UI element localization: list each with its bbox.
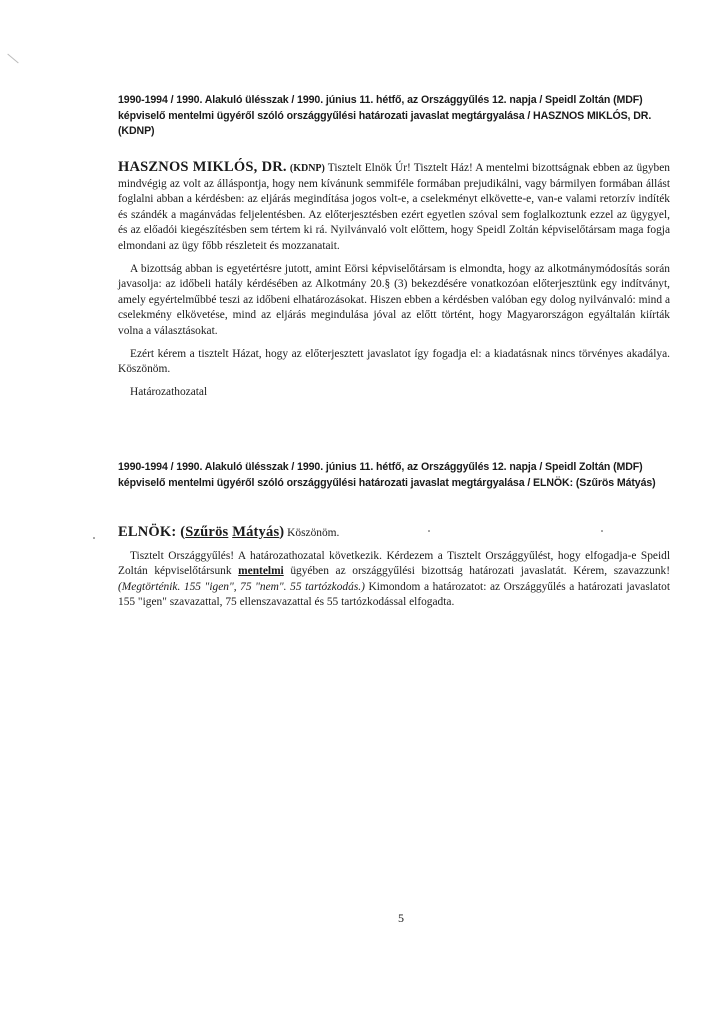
speech-paragraph	[118, 160, 670, 255]
speech-paragraph	[118, 525, 670, 542]
paragraph-text: Kimondom a határozatot: az Országgyűlés a határozati javaslatot 155 "igen" szavazattal, 75 ellenszavazattal és 55 tartózkodással elfogadta.	[118, 580, 670, 609]
speaker-title: ELNÖK: (	[118, 524, 186, 540]
page-number: 5	[398, 911, 404, 925]
paragraph-text: ügyében az országgyűlési bizottság határozati javaslatát. Kérem, szavazzunk!	[283, 565, 670, 578]
speaker-first-name: Szűrös	[185, 524, 229, 540]
highlighted-word: mentelmi	[238, 565, 284, 578]
speech-paragraph: Ezért kérem a tisztelt Házat, hogy az előterjesztett javaslatot így fogadja el: a kiadatásnak nincs törvényes akadálya. Köszönöm.	[118, 347, 670, 376]
speech-paragraph: A bizottság abban is egyetértésre jutott, amint Eörsi képviselőtársam is elmondta, hogy az alkotmánymódosítás során javasolja: az időbeli hatály kérdésében az Alkotmány 20.§ (3) bekezdésére vonatkozóan előterjesztünk egy indítványt, amely egyértelműbbé teszi az időbeni elhatározásokat. Hiszen ebben a kérdésben valóban egy dolog nyilvánvaló: mind a cselekmény elkövetése, mind az eljárás megindulása jóval az előtt történt, hogy Magyarországon egyáltalán kiírták volna a választásokat.	[118, 262, 670, 337]
speaker-label	[118, 524, 284, 540]
paragraph-text: Tisztelt Elnök Úr! Tisztelt Ház! A mentelmi bizottságnak ebben az ügyben mindvégig az volt az álláspontja, hogy nem kívánunk semmiféle formában prejudikálni, vagy bármilyen formában állást foglalni abban a kérdésben: az eljárás megindítása jogos volt-e, a cselekményt elkövette-e, van-e valami retorzív indíték és szándék a magánvádas feljelentésben. Az előterjesztésben ezért egyetlen szóval sem foglalkoztunk ezzel az ügygyel, és az előadói kiegészítésben sem tértem ki rá. Nyilvánvaló volt előttem, hogy Speidl Zoltán képviselőtársam maga fogja elmondani az ügy főbb részleteit és mozzanatait.	[118, 162, 670, 252]
agenda-note: Határozathozatal	[130, 385, 208, 398]
scan-speck	[93, 537, 95, 539]
paragraph-text: Tisztelt Országgyűlés! A határozathozatal következik. Kérdezem a Tisztelt Országgyűlést, hogy elfogadja-e Speidl Zoltán képviselőtársunk	[118, 549, 670, 578]
speech-hasznos	[118, 160, 670, 407]
section-heading-elnok: 1990-1994 / 1990. Alakuló ülésszak / 1990. június 11. hétfő, az Országgyűlés 12. napja / Speidl Zoltán (MDF) képviselő mentelmi ügyéről szóló országgyűlési határozati javaslat megtárgyalása / ELNÖK: (Szűrös Mátyás)	[118, 461, 656, 489]
speech-paragraph	[118, 549, 670, 611]
paragraph-text: Köszönöm.	[284, 527, 340, 539]
speaker-last-name: Mátyás	[232, 524, 280, 540]
speech-elnok	[118, 525, 670, 618]
section-heading-hasznos: 1990-1994 / 1990. Alakuló ülésszak / 1990. június 11. hétfő, az Országgyűlés 12. napja / Speidl Zoltán (MDF) képviselő mentelmi ügyéről szóló országgyűlési határozati javaslat megtárgyalása / HASZNOS MIKLÓS, DR. (KDNP)	[118, 94, 652, 137]
speaker-name: HASZNOS MIKLÓS, DR.	[118, 159, 287, 175]
scan-mark	[7, 54, 18, 64]
speaker-party: (KDNP)	[289, 163, 325, 174]
vote-note: (Megtörténik. 155 "igen", 75 "nem". 55 tartózkodás.)	[118, 580, 365, 593]
speaker-close: )	[279, 524, 285, 540]
